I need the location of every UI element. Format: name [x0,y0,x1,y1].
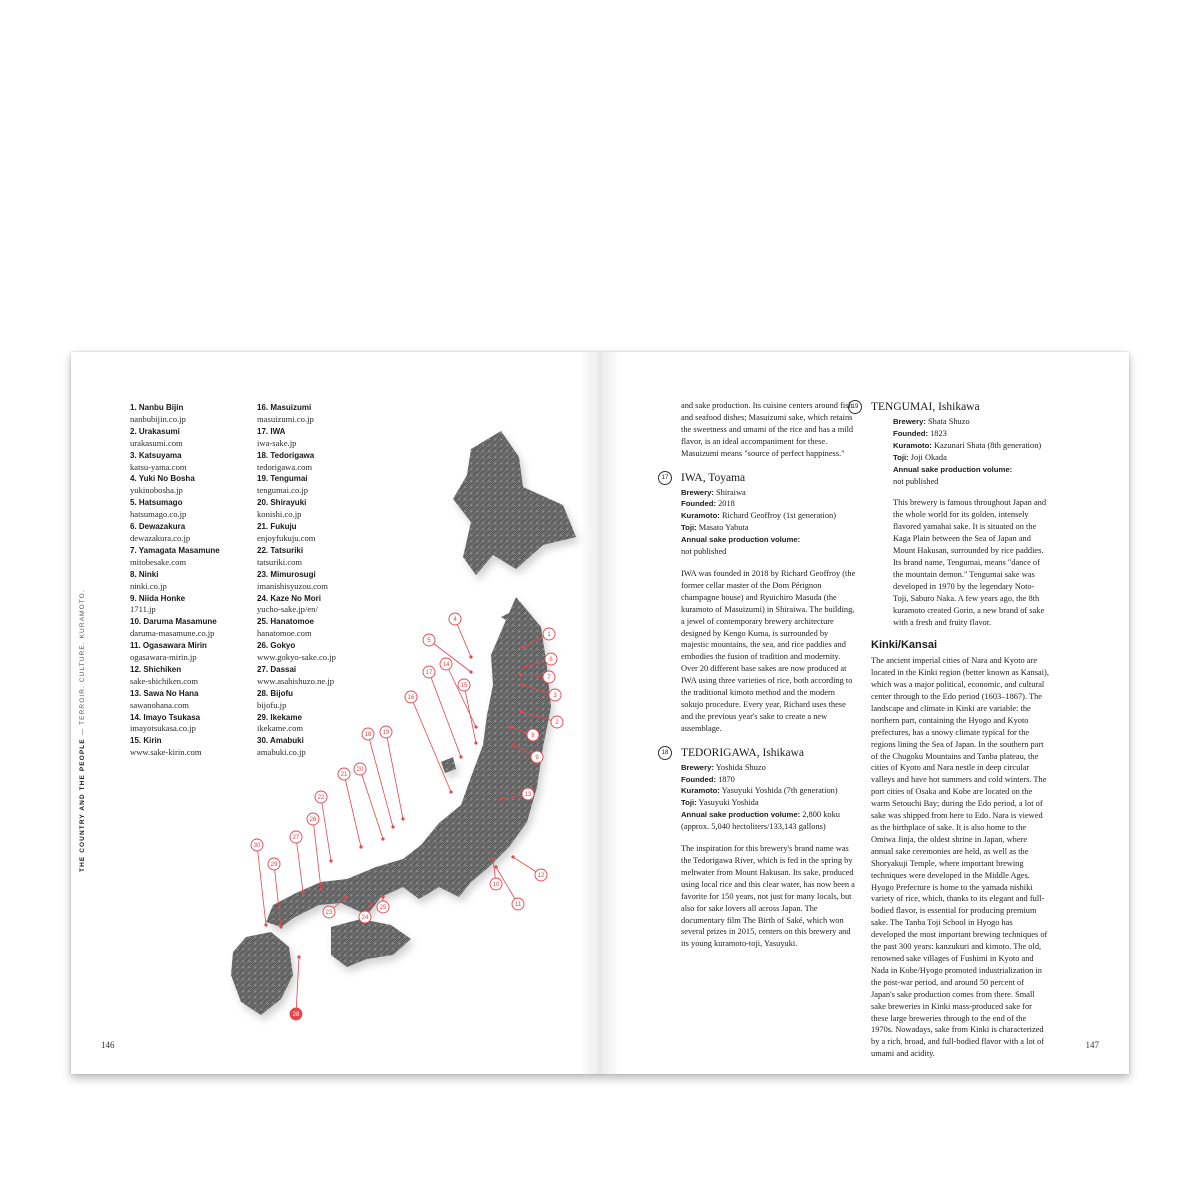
entry-number-badge: 19 [848,400,862,414]
marker-number: 3 [553,693,557,700]
marker-number: 11 [514,902,522,909]
map-marker-26 [307,813,323,891]
brewery-name: 23. Mimurosugi [257,569,316,579]
brewery-name: 1. Nanbu Bijin [130,403,184,412]
tedorigawa-heading [661,746,857,760]
map-marker-14 [440,658,478,729]
brewery-name: 27. Dassai [257,664,297,674]
tedorigawa-facts [681,762,857,833]
marker-number: 6 [549,657,553,664]
marker-leader-line [386,732,403,819]
marker-location-dot [469,655,472,658]
brewery-url: www.asahishuzo.ne.jp [257,675,335,686]
right-column-2 [851,400,1049,1071]
brewery-url: daruma-masamune.co.jp [130,628,215,639]
kuramoto-value: Yasuyuki Yoshida (7th generation) [721,786,838,796]
marker-location-dot [521,683,524,686]
brewery-url: hatsumago.co.jp [130,509,187,520]
marker-number: 21 [340,772,348,779]
brewery-label: Brewery: [681,487,714,497]
map-marker-4 [449,613,473,659]
volume-value: not published [681,547,727,557]
brewery-url: hanatomoe.com [257,628,312,639]
brewery-url: sawanohana.com [130,699,189,710]
marker-number: 28 [292,1012,300,1019]
founded-label: Founded: [893,428,929,438]
marker-location-dot [329,859,332,862]
marker-number: 8 [531,733,535,740]
marker-number: 23 [325,910,333,917]
brewery-name: 28. Bijofu [257,688,294,698]
marker-location-dot [297,955,300,958]
brewery-url: sake-shichiken.com [130,675,199,686]
right-column-1 [661,400,857,961]
marker-location-dot [523,665,526,668]
marker-number: 5 [427,638,431,645]
marker-leader-line [296,837,303,892]
brewery-name: 3. Katsuyama [130,450,182,460]
brewery-url: tedorigawa.com [257,461,313,472]
marker-location-dot [344,895,347,898]
marker-number: 16 [407,695,415,702]
volume-value: 2,800 koku (approx. 5,040 hectoliters/133,143 gallons) [681,810,840,832]
brewery-name: 18. Tedorigawa [257,450,315,460]
map-marker-15 [458,679,478,745]
map-marker-22 [315,791,333,863]
iwa-body: IWA was founded in 2018 by Richard Geoffroy (the former cellar master of the Dom Pérignon champagne house) and Ryuichiro Masuda (the kuramoto of Masuizumi) in Shiraiwa. The building, a jewel of contemporary brewery architecture designed by Kengo Kuma, is surrounded by majestic mountains, the sea, and rice paddies and embodies the fusion of tradition and modernity. Over 20 different base sakes are now produced at IWA using three varieties of rice, both according to the traditional kimoto method and the modern sokujo procedure. Every year, Richard uses these and the previous year's sake to create a new assemblage. [681,568,856,733]
brewery-name: 2. Urakasumi [130,426,180,436]
page-number-right: 147 [1085,1040,1099,1050]
marker-number: 14 [442,662,450,669]
brewery-name: 4. Yuki No Bosha [130,474,195,484]
running-head [79,589,86,872]
marker-location-dot [279,925,282,928]
hokkaido [453,431,576,575]
tengumai-heading [851,400,1049,414]
marker-number: 24 [361,915,369,922]
marker-location-dot [391,825,394,828]
brewery-url: yukinobosha.jp [130,485,183,496]
iwa-facts [681,487,857,558]
marker-leader-line [344,774,361,847]
marker-location-dot [369,903,372,906]
kuramoto-label: Kuramoto: [893,440,932,450]
marker-location-dot [401,817,404,820]
marker-location-dot [474,725,477,728]
marker-leader-line [411,697,451,792]
marker-leader-line [313,819,321,889]
marker-location-dot [359,845,362,848]
brewery-url: imayotsukasa.co.jp [130,723,196,734]
iwa-heading [661,471,857,485]
island-landmasses [231,431,576,1015]
list-item [257,402,377,426]
marker-location-dot [509,725,512,728]
brewery-url: iwa-sake.jp [257,437,297,448]
tengumai-facts [871,416,1049,628]
marker-number: 29 [270,862,278,869]
brewery-url: amabuki.co.jp [257,747,306,758]
page-number-left: 146 [101,1040,115,1050]
toji-label: Toji: [681,523,697,533]
brewery-url: enjoyfukuju.com [257,532,316,543]
brewery-name: 21. Fukuju [257,522,297,532]
brewery-url: ogasawara-mirin.jp [130,652,197,663]
brewery-name: 11. Ogasawara Mirin [130,641,207,651]
map-marker-18 [362,728,395,829]
brewery-url: masuizumi.co.jp [257,413,314,424]
map-marker-19 [380,726,405,821]
volume-value: not published [893,476,939,486]
marker-location-dot [521,645,524,648]
marker-number: 22 [317,795,325,802]
honshu [266,597,551,927]
brewery-url: dewazakura.co.jp [130,532,191,543]
brewery-url: ikekame.com [257,723,304,734]
founded-label: Founded: [681,499,717,509]
masuizumi-text-continued: and sake production. Its cuisine centers around fish and seafood dishes; Masuizumi sake, which retains the sweetness and umami of the rice and has a mild flavor, is an ideal accompaniment for these. Masuizumi means "source of perfect happiness." [681,401,854,458]
kuramoto-value: Richard Geoffroy (1st generation) [721,511,837,521]
marker-location-dot [511,743,514,746]
japan-relief-map [171,427,591,1027]
marker-location-dot [469,670,472,673]
marker-number: 13 [524,792,532,799]
marker-number: 18 [364,732,372,739]
brewery-name: 9. Niida Honke [130,593,186,603]
tengumai-title: TENGUMAI, Ishikawa [871,401,980,413]
brewery-url: bijofu.jp [257,699,287,710]
founded-value: 1823 [930,428,947,438]
map-marker-12 [511,855,547,881]
marker-location-dot [449,790,452,793]
marker-number: 17 [425,670,433,677]
brewery-name: 6. Dewazakura [130,522,186,532]
entry-number-badge: 17 [658,471,672,485]
brewery-url: 1711.jp [130,604,156,615]
marker-location-dot [519,673,522,676]
brewery-url: konishi.co.jp [257,509,302,520]
entry-number-badge: 18 [658,746,672,760]
marker-leader-line [360,769,383,839]
tengumai-body: This brewery is famous throughout Japan and the whole world for its golden, intensely flavored yamahai sake. It is situated on the Kaga Plain between the Sea of Japan and Mount Hakusan, surrounded by rice paddies. Its brand name, Tengumai, means "dance of the mountain demon." Tengumai sake was developed in 1970 by the legendary Noto-Toji, Saburo Naka. A few years ago, the 8th kuramoto created Gorin, a new brand of sake with a fresh and fruity flavor. [893,498,1047,627]
volume-label: Annual sake production volume: [681,810,801,820]
marker-location-dot [491,857,494,860]
map-marker-17 [423,666,463,759]
map-marker-21 [338,768,363,849]
toji-label: Toji: [681,798,697,808]
tedorigawa-body: The inspiration for this brewery's brand name was the Tedorigawa River, which is fed in the spring by meltwater from Mount Hakusan. Its sake, produced using local rice and this clear water, has now been a favorite for 150 years, not just for many locals, but also for sake lovers all across Japan. The documentary film The Birth of Saké, which won several prizes in 2015, centers on this brewery and its young kuramoto-toji, Yasuyuki. [681,844,855,949]
brewery-url: ninki.co.jp [130,580,167,591]
marker-number: 10 [492,882,500,889]
marker-number: 26 [309,817,317,824]
map-marker-30 [251,839,268,927]
marker-number: 25 [379,905,387,912]
marker-location-dot [381,895,384,898]
kuramoto-label: Kuramoto: [681,511,720,521]
brewery-name: 8. Ninki [130,569,159,579]
toji-label: Toji: [893,452,909,462]
kuramoto-label: Kuramoto: [681,786,720,796]
brewery-url: urakasumi.com [130,437,183,448]
brewery-name: 10. Daruma Masamune [130,617,217,627]
iwa-title: IWA, Toyama [681,471,746,484]
brewery-name: 16. Masuizumi [257,403,312,412]
brewery-name: 14. Imayo Tsukasa [130,712,201,722]
marker-location-dot [474,741,477,744]
marker-number: 2 [555,720,559,727]
brewery-name: 15. Kirin [130,736,162,746]
marker-number: 12 [537,873,545,880]
marker-number: 27 [292,835,300,842]
marker-number: 15 [460,683,468,690]
brewery-label: Brewery: [893,417,926,426]
marker-number: 1 [547,632,551,639]
brewery-url: mitobesake.com [130,556,187,567]
brewery-value: Shiraiwa [716,487,746,497]
brewery-name: 12. Shichiken [130,664,182,674]
marker-leader-line [321,797,331,861]
map-marker-27 [290,831,305,894]
brewery-url: nanbubijin.co.jp [130,413,186,424]
marker-number: 19 [382,730,390,737]
founded-value: 1870 [718,774,735,784]
map-marker-20 [354,763,385,841]
volume-label: Annual sake production volume: [893,464,1013,474]
brewery-label: Brewery: [681,762,714,772]
marker-location-dot [499,797,502,800]
brewery-url: katsu-yama.com [130,461,187,472]
brewery-value: Yoshida Shuzo [715,762,766,772]
brewery-url: tengumai.co.jp [257,485,309,496]
kuramoto-value: Kazunari Shata (8th generation) [933,440,1042,450]
marker-leader-line [257,845,266,925]
brewery-url: www.sake-kirin.com [130,747,202,758]
brewery-url: yucho-sake.jp/en/ [257,604,318,615]
tedorigawa-title: TEDORIGAWA, Ishikawa [681,746,804,759]
running-head-section: THE COUNTRY AND THE PEOPLE [79,738,86,872]
marker-location-dot [301,890,304,893]
brewery-url: www.gokyo-sake.co.jp [257,652,336,663]
marker-location-dot [264,923,267,926]
marker-location-dot [459,755,462,758]
marker-location-dot [494,865,497,868]
marker-location-dot [519,710,522,713]
marker-leader-line [464,685,476,743]
shikoku [331,919,411,967]
marker-location-dot [319,887,322,890]
book-spread [71,352,1129,1074]
marker-location-dot [381,837,384,840]
running-head-subtitle: — TERROIR. CULTURE. KURAMOTO. [79,589,86,739]
brewery-name: 13. Sawa No Hana [130,688,199,698]
brewery-name: 30. Amabuki [257,736,304,746]
marker-number: 4 [453,617,457,624]
list-item [130,402,250,426]
map-marker-28 [290,955,302,1020]
brewery-name: 29. Ikekame [257,712,302,722]
kyushu [231,932,293,1015]
founded-label: Founded: [681,774,717,784]
marker-number: 30 [253,843,261,850]
marker-number: 20 [356,767,364,774]
toji-value: Masato Yabuta [698,523,749,533]
toji-value: Joji Okada [910,452,947,462]
kinki-heading: Kinki/Kansai [871,639,938,652]
brewery-name: 5. Hatsumago [130,498,183,508]
marker-number: 7 [547,675,551,682]
marker-number: 9 [535,755,539,762]
toji-value: Yasuyuki Yoshida [698,798,759,808]
kinki-body: The ancient imperial cities of Nara and Kyoto are located in the Kinki region (better known as Kansai), which was a major political, economic, and cultural center through to the Edo period (1603–1867). The landscape and climate in Kinki are variable: the northern part, containing the Hyogo and Kyoto prefectures, has a snowy climate typical for the regions lining the Sea of Japan. In the southern part of the Chugoku Mountains and Tanba plateau, the cities of Kyoto and Nara nestle in deep circular valleys and have hot summers and cold winters. The port cities of Osaka and Kobe are located on the warm Setouchi Bay; during the Edo period, a lot of sake was shipped from here to Edo. Nara is viewed as the birthplace of sake. It is also home to the Omiwa Jinja, the oldest shrine in Japan, where annual sake ceremonies are held, as well as the Shoryakuji Temple, where important brewing techniques were developed in the Middle Ages. Hyogo Prefecture is home to the yamada nishiki variety of rice, which, thanks to its elegant and full-bodied flavor, is essential for producing premium sake. The Tanba Toji School in Hyogo has developed the most important brewing techniques of the past 300 years: kanzukuri and kimoto. The old, renowned sake villages of Fushimi in Kyoto and Nada in Kobe/Hyogo promoted industrialization in the post-war period, and around 50 percent of Japan's sake production comes from there. Small sake breweries in Kinki mass-produced sake for these large breweries through to the end of the 1970s. Nowadays, sake from Kinki is characterized by a rich, broad, and full-bodied flavor with a lot of umami and acidity. [871,656,1049,1059]
brewery-name: 19. Tengumai [257,474,308,484]
brewery-value: Shata Shuzo [928,417,970,426]
brewery-url: tatsuriki.com [257,556,303,567]
volume-label: Annual sake production volume: [681,535,801,545]
brewery-name: 17. IWA [257,426,286,436]
brewery-name: 20. Shirayuki [257,498,307,508]
founded-value: 2018 [718,499,735,509]
brewery-name: 25. Hanatomoe [257,617,314,627]
brewery-name: 7. Yamagata Masamune [130,545,220,555]
brewery-name: 22. Tatsuriki [257,545,304,555]
map-marker-16 [405,691,453,794]
brewery-name: 24. Kaze No Mori [257,593,322,603]
brewery-name: 26. Gokyo [257,641,296,651]
marker-location-dot [511,855,514,858]
marker-leader-line [296,957,299,1014]
brewery-url: imanishisyuzou.com [257,580,328,591]
sado-island [441,757,456,773]
